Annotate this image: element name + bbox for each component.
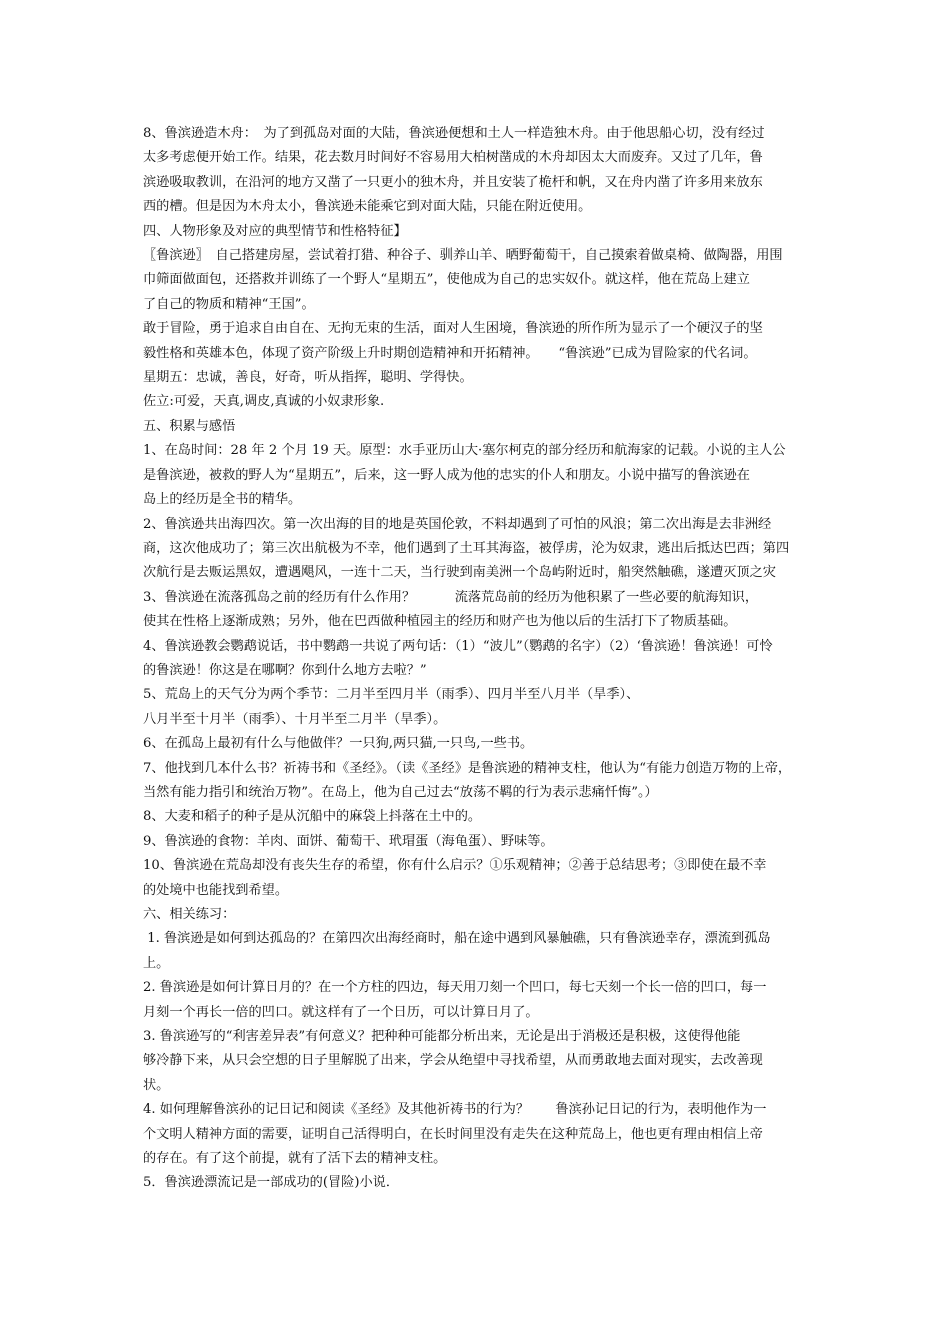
text-line: 4. 如何理解鲁滨孙的记日记和阅读《圣经》及其他祈祷书的行为？ 鲁滨孙记日记的行为，表明他作为一 [143, 1102, 767, 1118]
text-line: 6、在孤岛上最初有什么与他做伴？一只狗,两只猫,一只鸟,一些书。 [143, 736, 534, 752]
text-line: 六、相关练习： [143, 907, 236, 922]
text-line: 的处境中也能找到希望。 [143, 882, 289, 898]
document-body [143, 122, 811, 1196]
text-line: 5．鲁滨逊漂流记是一部成功的(冒险)小说． [143, 1175, 400, 1191]
text-line: 8、鲁滨逊造木舟： 为了到孤岛对面的大陆，鲁滨逊便想和土人一样造独木舟。由于他思船心切，没有经过 [143, 126, 765, 141]
text-line: 是鲁滨逊，被救的野人为“星期五”，后来，这一野人成为他的忠实的仆人和朋友。小说中描写的鲁滨逊在 [143, 467, 750, 483]
text-line: 1. 鲁滨逊是如何到达孤岛的？在第四次出海经商时，船在途中遇到风暴触礁，只有鲁滨逊幸存，漂流到孤岛 [143, 931, 771, 947]
text-line: 个文明人精神方面的需要，证明自己活得明白，在长时间里没有走失在这种荒岛上，他也更有理由相信上帝 [143, 1126, 763, 1142]
text-line: 状。 [143, 1077, 170, 1093]
text-line: 1、在岛时间：28 年 2 个月 19 天。原型：水手亚历山大·塞尔柯克的部分经历和航海家的记载。小说的主人公 [143, 443, 786, 459]
text-line: 月刻一个再长一倍的凹口。就这样有了一个日历，可以计算日月了。 [143, 1004, 539, 1020]
text-line: 次航行是去贩运黑奴，遭遇飓风，一连十二天，当行驶到南美洲一个岛屿附近时，船突然触礁，遂遭灭顶之灾 [143, 565, 776, 581]
text-line: 当然有能力指引和统治万物”。在岛上，他为自己过去“放荡不羁的行为表示悲痛忏悔”。） [143, 784, 658, 800]
text-line: 8、大麦和稻子的种子是从沉船中的麻袋上抖落在土中的。 [143, 809, 482, 825]
text-line: 岛上的经历是全书的精华。 [143, 492, 302, 508]
text-line: 2. 鲁滨逊是如何计算日月的？在一个方柱的四边，每天用刀刻一个凹口，每七天刻一个长一倍的凹口，每一 [143, 980, 767, 996]
text-line: 〖鲁滨逊〗 自己搭建房屋，尝试着打猎、种谷子、驯养山羊、晒野葡萄干，自己摸索着做桌椅、做陶器，用围 [143, 248, 783, 264]
text-line: 毅性格和英雄本色，体现了资产阶级上升时期创造精神和开拓精神。 “鲁滨逊”已成为冒险家的代名词。 [143, 345, 757, 361]
text-line: 了自己的物质和精神“王国”。 [143, 296, 315, 312]
text-line: 9、鲁滨逊的食物：羊肉、面饼、葡萄干、玳瑁蛋（海龟蛋）、野味等。 [143, 833, 554, 849]
text-line: 使其在性格上逐渐成熟；另外，他在巴西做种植园主的经历和财产也为他以后的生活打下了物质基础。 [143, 614, 737, 630]
text-line: 敢于冒险，勇于追求自由自在、无拘无束的生活，面对人生困境，鲁滨逊的所作所为显示了一个硬汉子的坚 [143, 321, 763, 337]
text-line: 7、他找到几本什么书？祈祷书和《圣经》。（读《圣经》是鲁滨逊的精神支柱，他认为“有能力创造万物的上帝， [143, 760, 792, 776]
text-line: 商，这次他成功了；第三次出航极为不幸，他们遇到了土耳其海盗，被俘虏，沦为奴隶，逃出后抵达巴西；第四 [143, 540, 790, 556]
text-line: 八月半至十月半（雨季）、十月半至二月半（旱季）。 [143, 711, 447, 727]
text-line: 10、鲁滨逊在荒岛却没有丧失生存的希望，你有什么启示？①乐观精神；②善于总结思考；③即使在最不幸 [143, 858, 767, 874]
text-line: 西的槽。但是因为木舟太小，鲁滨逊未能乘它到对面大陆，只能在附近使用。 [143, 199, 592, 215]
text-line: 的存在。有了这个前提，就有了活下去的精神支柱。 [143, 1151, 447, 1167]
text-line: 太多考虑便开始工作。结果，花去数月时间好不容易用大柏树凿成的木舟却因太大而废弃。又过了几年，鲁 [143, 150, 763, 166]
text-line: 5、荒岛上的天气分为两个季节：二月半至四月半（雨季）、四月半至八月半（旱季）、 [143, 687, 640, 703]
text-line: 佐立:可爱，天真,调皮,真诚的小奴隶形象. [143, 394, 385, 410]
text-line: 2、鲁滨逊共出海四次。第一次出海的目的地是英国伦敦，不料却遇到了可怕的风浪；第二次出海是去非洲经 [143, 516, 772, 532]
text-line: 星期五：忠诚，善良，好奇，听从指挥，聪明、学得快。 [143, 370, 473, 386]
text-line: 上。 [143, 955, 170, 971]
text-line: 3、鲁滨逊在流落孤岛之前的经历有什么作用？ 流落荒岛前的经历为他积累了一些必要的航海知识， [143, 589, 759, 605]
text-line: 4、鲁滨逊教会鹦鹉说话，书中鹦鹉一共说了两句话：（1）“波儿”（鹦鹉的名字）（2）‘鲁滨逊！鲁滨逊！可怜 [143, 638, 773, 654]
text-line: 3. 鲁滨逊写的“利害差异表”有何意义？把种种可能都分析出来，无论是出于消极还是积极，这使得他能 [143, 1029, 741, 1045]
text-line: 够冷静下来，从只会空想的日子里解脱了出来，学会从绝望中寻找希望，从而勇敢地去面对现实，去改善现 [143, 1053, 763, 1069]
text-line: 五、积累与感悟 [143, 418, 236, 434]
text-line: 的鲁滨逊！你这是在哪啊？你到什么地方去啦？” [143, 662, 427, 678]
text-line: 巾筛面做面包，还搭救并训练了一个野人“星期五”，使他成为自己的忠实奴仆。就这样，他在荒岛上建立 [143, 272, 750, 288]
text-line: 滨逊吸取教训，在沿河的地方又凿了一只更小的独木舟，并且安装了桅杆和帆，又在舟内凿了许多用来放东 [143, 174, 763, 190]
text-line: 四、人物形象及对应的典型情节和性格特征】 [143, 223, 407, 239]
